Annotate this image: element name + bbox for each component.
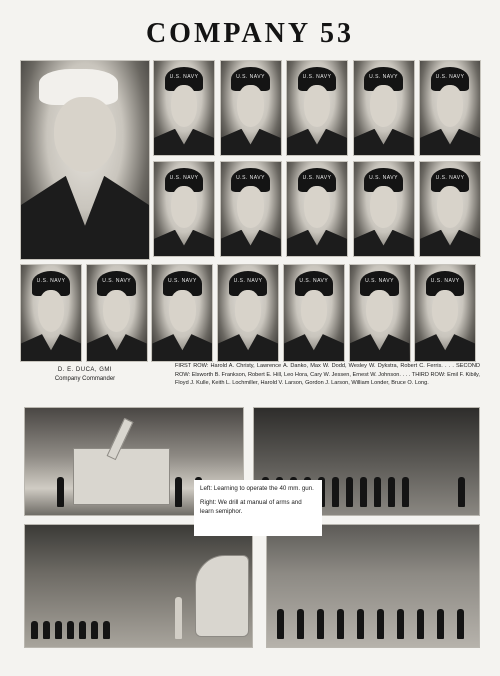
face	[237, 85, 263, 126]
cap-label: U.S. NAVY	[236, 74, 265, 81]
recruit-portrait	[414, 264, 476, 362]
uniform-collar	[420, 230, 480, 256]
cap-label: U.S. NAVY	[169, 74, 199, 81]
face	[301, 290, 327, 332]
uniform-collar	[354, 129, 414, 155]
recruit-portrait	[20, 264, 82, 362]
commander-caption	[20, 366, 150, 384]
uniform-collar	[221, 129, 281, 155]
recruit-portrait	[217, 264, 279, 362]
cap-label: U.S. NAVY	[299, 278, 329, 285]
third-row-label: THIRD ROW:	[411, 371, 446, 378]
uniform-collar	[284, 334, 344, 361]
recruit-portrait	[353, 60, 415, 156]
commander-role: Company Commander	[54, 376, 116, 382]
caption-left: Left: Learning to operate the 40 mm. gun.	[200, 485, 314, 492]
face	[235, 290, 261, 332]
cap-label: U.S. NAVY	[36, 278, 66, 285]
recruit-portrait	[419, 161, 481, 257]
cap-label: U.S. NAVY	[365, 278, 394, 285]
recruit-portrait	[419, 60, 481, 156]
uniform-collar	[154, 129, 214, 155]
recruit-portrait	[86, 264, 148, 362]
cap-label: U.S. NAVY	[169, 175, 199, 182]
photo-caption-box	[194, 480, 322, 536]
face	[169, 290, 195, 332]
face	[437, 186, 463, 227]
recruit-portrait	[283, 264, 345, 362]
uniform-collar	[154, 230, 214, 256]
gun-mount	[195, 555, 249, 637]
commander-portrait	[20, 60, 150, 260]
face	[366, 290, 392, 332]
recruit-portrait	[286, 161, 348, 257]
face	[370, 85, 396, 126]
uniform-collar	[415, 334, 475, 361]
uniform-collar	[287, 129, 347, 155]
third-row-names: Emil F. Kibily, Floyd J. Kulle, Keith L. Lochmiller, Harold V. Larson, Gordon J. Larson, William Londer, Bruce O. Long.	[175, 371, 480, 387]
cap-label: U.S. NAVY	[302, 74, 332, 81]
recruit-portrait	[153, 161, 215, 257]
face	[437, 85, 463, 126]
first-row-label: FIRST ROW:	[175, 363, 209, 369]
uniform-collar	[21, 334, 81, 361]
recruit-portrait	[220, 161, 282, 257]
uniform-collar	[350, 334, 410, 361]
face	[237, 186, 263, 227]
face	[54, 97, 115, 172]
recruit-portrait	[220, 60, 282, 156]
uniform-collar	[218, 334, 278, 361]
recruit-portrait	[349, 264, 411, 362]
uniform-collar	[21, 176, 149, 259]
cap-label: U.S. NAVY	[102, 278, 132, 285]
cap-label: U.S. NAVY	[435, 175, 465, 182]
uniform-collar	[287, 230, 347, 256]
face	[304, 186, 330, 227]
recruit-portrait	[286, 60, 348, 156]
recruit-portrait	[353, 161, 415, 257]
second-row-label: SECOND ROW:	[175, 363, 480, 378]
cap-label: U.S. NAVY	[430, 278, 460, 285]
uniform-collar	[87, 334, 147, 361]
cap-label: U.S. NAVY	[369, 74, 398, 81]
first-row-names: Harold A. Christy, Lawrence A. Danko, Max W. Dodd, Wesley W. Dykstra, Robert C. Ferris. . . .	[210, 363, 454, 369]
face	[171, 186, 197, 227]
semaphore-drill-photo	[266, 524, 480, 648]
cap-label: U.S. NAVY	[369, 175, 398, 182]
roster-caption	[175, 362, 480, 388]
face	[370, 186, 396, 227]
recruit-portrait	[153, 60, 215, 156]
cap-label: U.S. NAVY	[233, 278, 263, 285]
gun-class-photo	[24, 524, 253, 648]
cap-label: U.S. NAVY	[435, 74, 465, 81]
commander-name: D. E. DUCA, GMI	[57, 367, 113, 373]
anti-aircraft-gun	[73, 448, 170, 505]
page-title: COMPANY 53	[145, 18, 355, 49]
face	[304, 85, 330, 126]
recruit-portrait	[151, 264, 213, 362]
second-row-names: Elsworth B. Frankson, Robert E. Hill, Leo Hora, Cary W. Jessen, Ernest W. Johnson. . . .	[191, 371, 411, 378]
uniform-collar	[354, 230, 414, 256]
uniform-collar	[221, 230, 281, 256]
face	[38, 290, 64, 332]
face	[103, 290, 129, 332]
cap-label: U.S. NAVY	[236, 175, 265, 182]
face	[432, 290, 458, 332]
cap-label: U.S. NAVY	[167, 278, 197, 285]
portrait-grid	[20, 60, 480, 360]
caption-right: Right: We drill at manual of arms and learn semiphor.	[200, 499, 302, 515]
cap-label: U.S. NAVY	[302, 175, 332, 182]
face	[171, 85, 197, 126]
uniform-collar	[152, 334, 212, 361]
uniform-collar	[420, 129, 480, 155]
